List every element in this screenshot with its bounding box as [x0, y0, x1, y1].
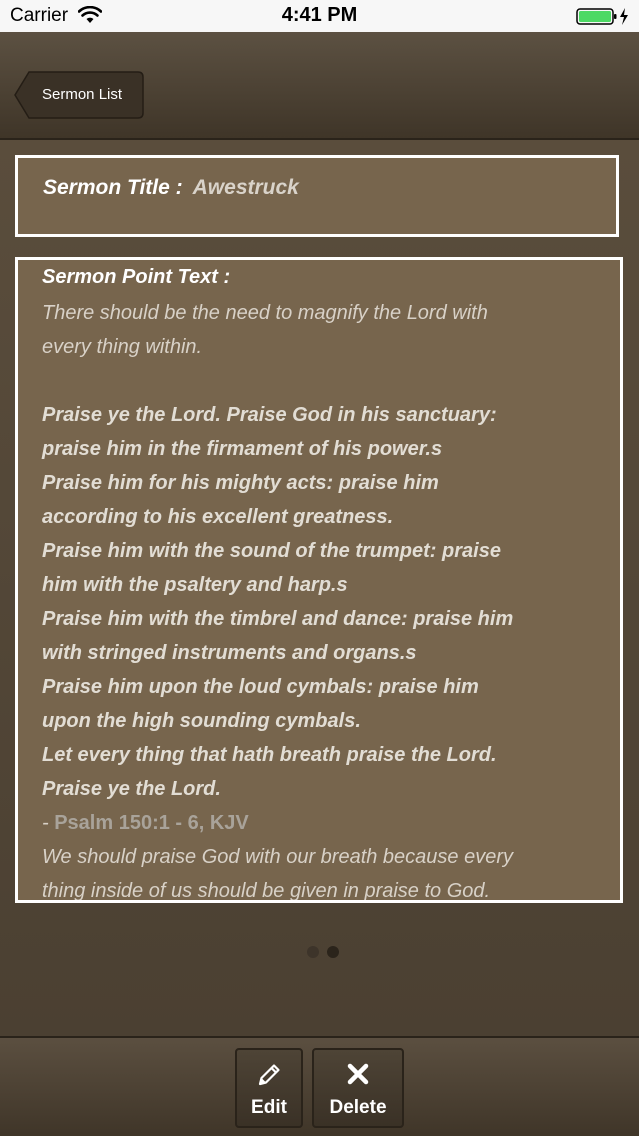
scripture-passage	[42, 398, 602, 806]
sermon-point-text-box[interactable]	[15, 257, 623, 903]
page-dot-2-current[interactable]	[327, 946, 339, 958]
verse-line: upon the high sounding cymbals.	[42, 710, 361, 732]
bottom-toolbar	[0, 1036, 639, 1136]
back-button-label: Sermon List	[42, 86, 123, 103]
reference-dash: -	[42, 812, 55, 834]
sermon-detail-content	[0, 140, 639, 1036]
verse-line: Praise him for his mighty acts: praise him	[42, 472, 439, 494]
back-button-sermon-list[interactable]	[14, 71, 144, 119]
sermon-title-line	[43, 176, 299, 200]
verse-line: Praise ye the Lord. Praise God in his sanctuary:	[42, 404, 497, 426]
battery-icon	[576, 7, 632, 32]
sermon-point-label: Sermon Point Text :	[42, 266, 231, 288]
verse-line: Let every thing that hath breath praise the Lord.	[42, 744, 497, 766]
carrier-label: Carrier	[10, 5, 69, 26]
page-dot-1[interactable]	[307, 946, 319, 958]
verse-line: Praise him with the timbrel and dance: praise him	[42, 608, 514, 630]
sermon-title-value: Awestruck	[192, 176, 299, 199]
verse-line: Praise him upon the loud cymbals: praise him	[42, 676, 479, 698]
intro-line: There should be the need to magnify the Lord with	[42, 302, 488, 324]
closing-line: thing inside of us should be given in praise to God.	[42, 880, 491, 902]
closing-line: We should praise God with our breath because every	[42, 846, 514, 868]
verse-line: with stringed instruments and organs.s	[42, 642, 417, 664]
verse-line: praise him in the firmament of his power.s	[42, 438, 443, 460]
verse-line: according to his excellent greatness.	[42, 506, 394, 528]
clock-time: 4:41 PM	[281, 4, 358, 26]
delete-button[interactable]	[312, 1048, 404, 1128]
sermon-title-box	[15, 155, 619, 237]
status-bar	[0, 0, 639, 32]
scripture-reference-line	[42, 806, 602, 840]
verse-line: Praise ye the Lord.	[42, 778, 221, 800]
delete-label: Delete	[329, 1097, 387, 1118]
edit-label: Edit	[251, 1097, 287, 1118]
scripture-reference: Psalm 150:1 - 6, KJV	[54, 812, 249, 834]
verse-line: Praise him with the sound of the trumpet: praise	[42, 540, 501, 562]
intro-line: every thing within.	[42, 336, 203, 358]
intro-text	[42, 296, 602, 364]
sermon-point-body	[42, 296, 602, 903]
paragraph-spacer	[42, 364, 602, 398]
close-x-icon	[314, 1062, 402, 1091]
closing-text	[42, 840, 602, 903]
navigation-bar	[0, 32, 639, 140]
verse-line: him with the psaltery and harp.s	[42, 574, 348, 596]
pencil-icon	[237, 1062, 301, 1093]
edit-button[interactable]	[235, 1048, 303, 1128]
sermon-title-label: Sermon Title :	[43, 176, 183, 199]
